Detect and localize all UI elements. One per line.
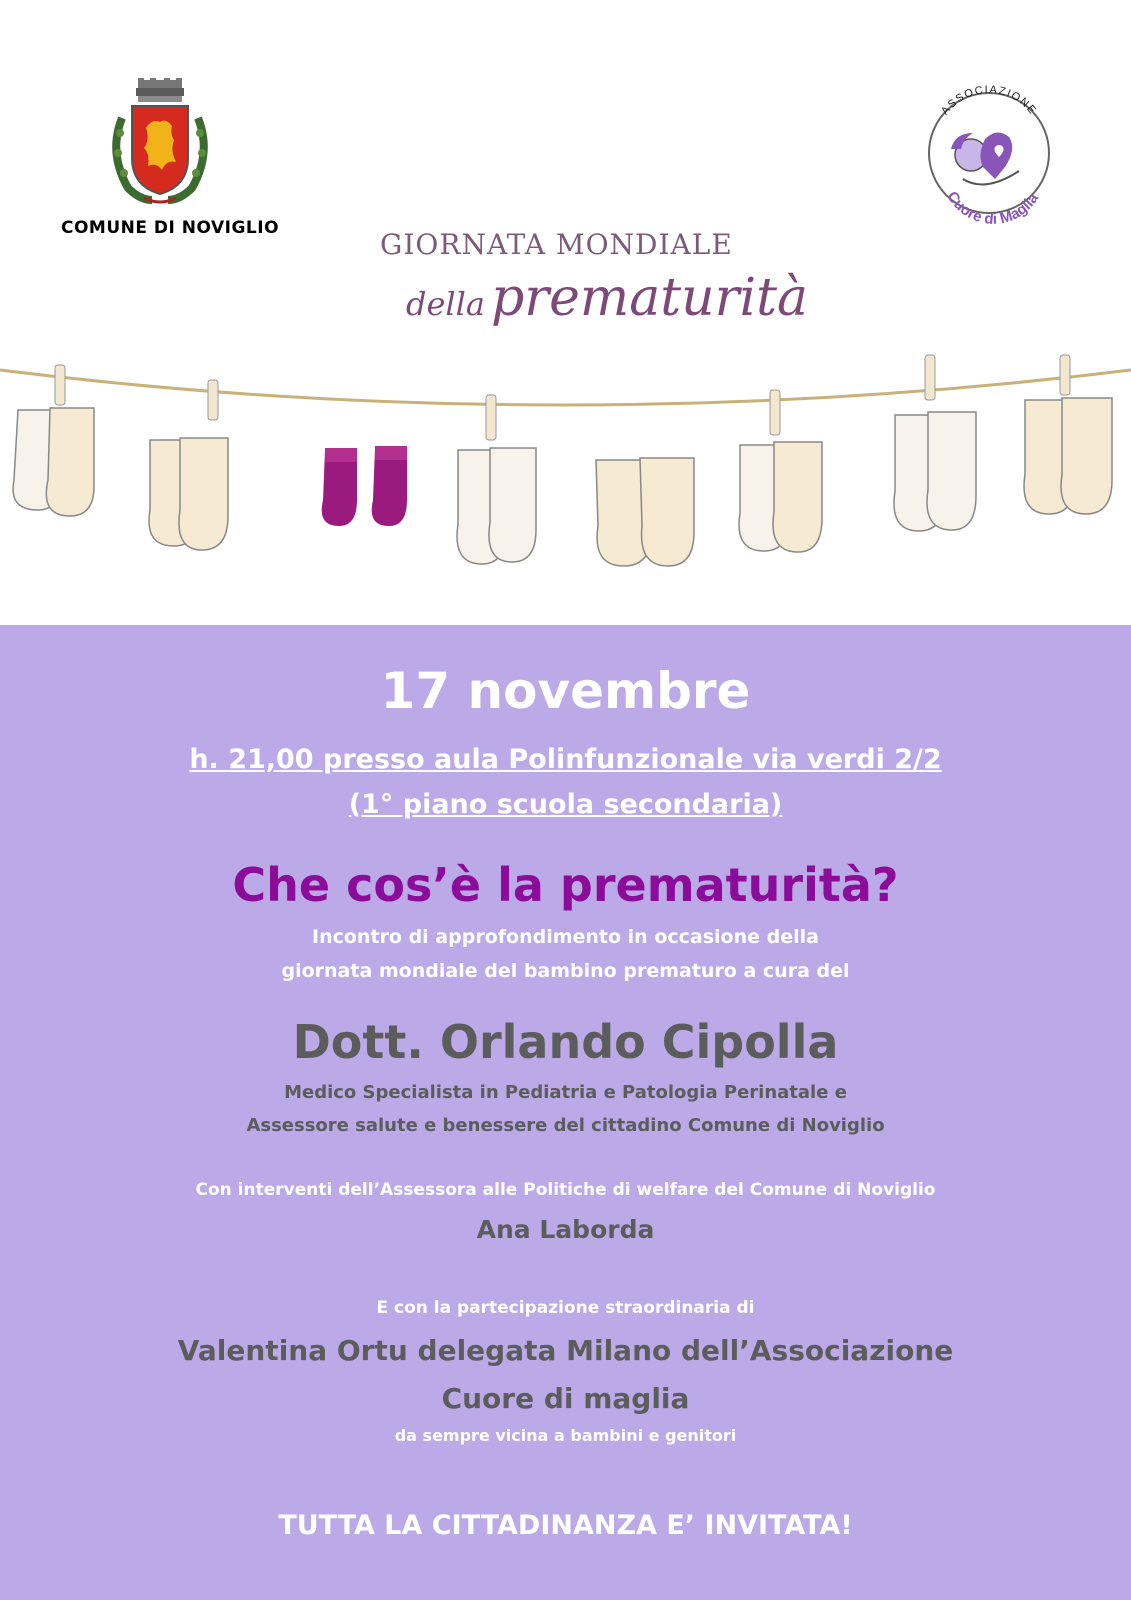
intro-line-2: giornata mondiale del bambino prematuro a cura del bbox=[281, 960, 850, 982]
event-location-line-2: (1° piano scuola secondaria) bbox=[348, 789, 783, 820]
doctor-role-line-1: Medico Specialista in Pediatria e Patologia Perinatale e bbox=[284, 1082, 847, 1103]
title-line-2 bbox=[406, 268, 966, 328]
event-date: 17 novembre bbox=[380, 662, 751, 720]
interventi-line: Con interventi dell’Assessora alle Politiche di welfare del Comune di Noviglio bbox=[195, 1180, 936, 1200]
guest-line-1: Valentina Ortu delegata Milano dell’Associazione bbox=[177, 1334, 954, 1367]
assessora-name: Ana Laborda bbox=[476, 1215, 655, 1244]
logo-top-text: ASSOCIAZIONE bbox=[939, 83, 1039, 118]
partecipazione-line: E con la partecipazione straordinaria di bbox=[376, 1298, 755, 1318]
svg-text:Cuore di Maglia bbox=[943, 189, 1042, 228]
title-line-2-prematurita: prematurità bbox=[490, 268, 808, 328]
guest-tagline: da sempre vicina a bambini e genitori bbox=[394, 1426, 737, 1445]
logo-bottom-text: Cuore di Maglia bbox=[943, 188, 1042, 228]
coat-of-arms-icon bbox=[100, 78, 220, 208]
title-line-1: GIORNATA MONDIALE bbox=[380, 228, 733, 261]
guest-line-2: Cuore di maglia bbox=[441, 1382, 690, 1415]
sock-pair-5 bbox=[596, 458, 694, 566]
sock-pair-6 bbox=[739, 390, 822, 552]
event-location-line-1: h. 21,00 presso aula Polinfunzionale via verdi 2/2 bbox=[189, 744, 942, 775]
title-line-2-della: della bbox=[406, 285, 485, 323]
sock-pair-7 bbox=[894, 355, 976, 531]
sock-pair-4 bbox=[457, 395, 536, 564]
sock-pair-8 bbox=[1024, 355, 1112, 514]
sock-pair-2 bbox=[149, 380, 228, 550]
sock-pair-1 bbox=[13, 365, 94, 516]
comune-name: COMUNE DI NOVIGLIO bbox=[60, 218, 280, 238]
event-question: Che cos’è la prematurità? bbox=[232, 858, 899, 912]
sock-pair-3-magenta bbox=[322, 446, 407, 526]
association-logo bbox=[915, 75, 1060, 235]
svg-text:ASSOCIAZIONE bbox=[939, 84, 1039, 118]
clothesline-illustration bbox=[0, 330, 1131, 620]
doctor-name: Dott. Orlando Cipolla bbox=[292, 1015, 839, 1069]
closing-invitation: TUTTA LA CITTADINANZA E’ INVITATA! bbox=[278, 1510, 853, 1541]
doctor-role-line-2: Assessore salute e benessere del cittadino Comune di Noviglio bbox=[246, 1115, 885, 1136]
intro-line-1: Incontro di approfondimento in occasione della bbox=[312, 926, 819, 948]
header-section bbox=[0, 0, 1131, 625]
